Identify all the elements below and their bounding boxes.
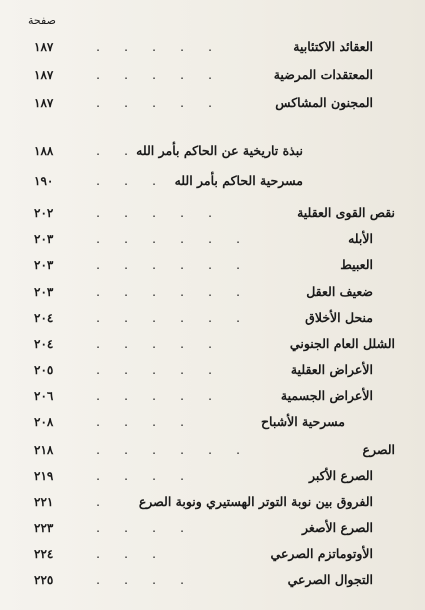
toc-entry-title: الصرع الأكبر xyxy=(308,468,373,483)
toc-entry-title: منحل الأخلاق xyxy=(305,310,373,325)
toc-entry-page-number: ٢٠٤ xyxy=(34,311,54,325)
toc-entry-page-number: ١٨٧ xyxy=(34,96,54,110)
toc-entry-title: مسرحية الأشباح xyxy=(260,414,345,429)
toc-leader-dots: . . . . . . xyxy=(96,232,240,246)
toc-entry-title: الصرع xyxy=(362,442,395,457)
page-column-header: صفحة xyxy=(28,14,56,27)
toc-entry-title: الأبله xyxy=(348,231,373,246)
toc-entry xyxy=(28,228,395,250)
toc-entry xyxy=(28,281,395,303)
toc-entry-title: الأعراض الجسمية xyxy=(280,388,373,403)
toc-entry-title: نبذة تاريخية عن الحاكم بأمر الله xyxy=(136,143,303,158)
toc-entry-title: العبيط xyxy=(340,257,373,272)
toc-entry-title: المعتقدات المرضية xyxy=(273,67,373,82)
toc-entry xyxy=(28,491,395,513)
toc-entry-page-number: ٢١٨ xyxy=(34,443,54,457)
toc-leader-dots: . . . . xyxy=(96,573,184,587)
toc-entry-page-number: ١٩٠ xyxy=(34,174,54,188)
toc-leader-dots: . . . . . xyxy=(96,40,212,54)
toc-entry xyxy=(28,569,395,591)
toc-leader-dots: . . . . . . xyxy=(96,311,240,325)
toc-entry xyxy=(28,64,395,86)
toc-leader-dots: . . xyxy=(96,144,128,158)
toc-leader-dots: . . . . . xyxy=(96,337,212,351)
toc-entry xyxy=(28,36,395,58)
toc-entry xyxy=(28,439,395,461)
toc-leader-dots: . . . . . xyxy=(96,68,212,82)
toc-entry-page-number: ١٨٧ xyxy=(34,68,54,82)
toc-entry-title: الأعراض العقلية xyxy=(290,362,373,377)
toc-entry-page-number: ٢٠٥ xyxy=(34,363,54,377)
toc-leader-dots: . . . xyxy=(96,547,156,561)
toc-leader-dots: . xyxy=(96,495,100,509)
toc-entry-page-number: ٢٢٤ xyxy=(34,547,54,561)
toc-entry-page-number: ٢٠٦ xyxy=(34,389,54,403)
toc-leader-dots: . . . . . xyxy=(96,389,212,403)
toc-leader-dots: . . . . xyxy=(96,469,184,483)
toc-entry-title: العقائد الاكتئابية xyxy=(293,39,373,54)
toc-leader-dots: . . . . . . xyxy=(96,443,240,457)
toc-leader-dots: . . . xyxy=(96,174,156,188)
toc-entry-title: الصرع الأصغر xyxy=(302,520,373,535)
toc-leader-dots: . . . . . xyxy=(96,206,212,220)
toc-entry xyxy=(28,543,395,565)
toc-entry xyxy=(28,333,395,355)
toc-entry-title: الفروق بين نوبة التوتر الهستيري ونوبة الصرع xyxy=(138,494,373,509)
toc-entry xyxy=(28,140,395,162)
toc-entry xyxy=(28,465,395,487)
toc-entry-page-number: ١٨٧ xyxy=(34,40,54,54)
toc-entry-page-number: ٢٠٣ xyxy=(34,285,54,299)
toc-entry xyxy=(28,92,395,114)
toc-entry-page-number: ٢٠٨ xyxy=(34,415,54,429)
toc-entry-page-number: ٢١٩ xyxy=(34,469,54,483)
toc-entry-page-number: ١٨٨ xyxy=(34,144,54,158)
toc-entry-page-number: ٢٠٣ xyxy=(34,258,54,272)
toc-entry xyxy=(28,411,395,433)
toc-leader-dots: . . . . . . xyxy=(96,258,240,272)
toc-entry-title: مسرحية الحاكم بأمر الله xyxy=(174,173,303,188)
toc-leader-dots: . . . . . . xyxy=(96,285,240,299)
toc-entry-page-number: ٢٢٥ xyxy=(34,573,54,587)
toc-entry xyxy=(28,517,395,539)
toc-entry-title: نقص القوى العقلية xyxy=(297,205,395,220)
toc-entry-page-number: ٢٠٢ xyxy=(34,206,54,220)
toc-entry-page-number: ٢٢٣ xyxy=(34,521,54,535)
toc-entry xyxy=(28,307,395,329)
toc-entry xyxy=(28,254,395,276)
toc-entry xyxy=(28,359,395,381)
toc-entry-title: الشلل العام الجنوني xyxy=(289,336,395,351)
toc-leader-dots: . . . . xyxy=(96,415,184,429)
toc-entry xyxy=(28,385,395,407)
toc-leader-dots: . . . . . xyxy=(96,363,212,377)
toc-entry-title: التجوال الصرعي xyxy=(287,572,373,587)
toc-entry-page-number: ٢٢١ xyxy=(34,495,54,509)
toc-leader-dots: . . . . xyxy=(96,521,184,535)
toc-entry-page-number: ٢٠٤ xyxy=(34,337,54,351)
toc-entry-title: المجنون المشاكس xyxy=(275,95,373,110)
toc-entry xyxy=(28,170,395,192)
toc-entry xyxy=(28,202,395,224)
toc-leader-dots: . . . . . xyxy=(96,96,212,110)
toc-entry-title: الأوتوماتزم الصرعي xyxy=(270,546,373,561)
toc-entry-title: ضعيف العقل xyxy=(306,284,373,299)
toc-entry-page-number: ٢٠٣ xyxy=(34,232,54,246)
